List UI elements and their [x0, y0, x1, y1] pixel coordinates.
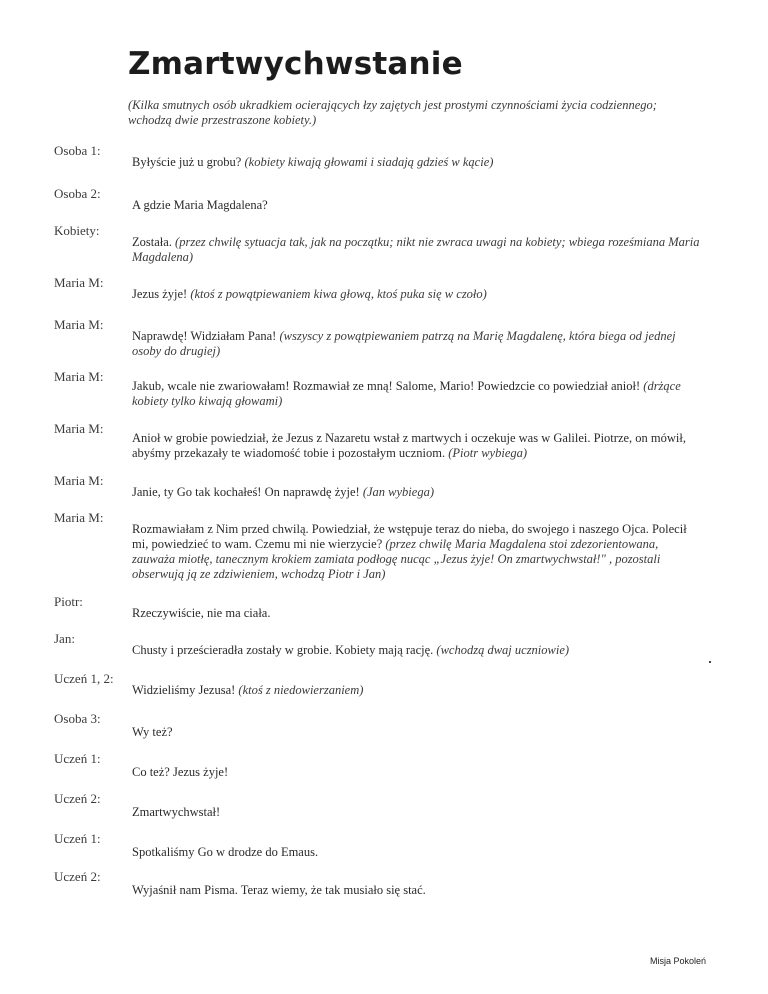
- stage-direction: (Piotr wybiega): [448, 446, 528, 460]
- dialogue-line: [132, 155, 702, 170]
- speaker-label: Uczeń 2:: [54, 869, 101, 884]
- dialogue-line: [132, 643, 702, 658]
- speaker-label: Osoba 3:: [54, 711, 101, 726]
- dialogue-line: [132, 198, 702, 213]
- dialogue-line: [132, 765, 702, 780]
- speaker-label: Maria M:: [54, 369, 104, 384]
- speaker-label: Maria M:: [54, 317, 104, 332]
- stage-direction: (wszyscy z powątpiewaniem patrzą na Marię Magdalenę, która biega od jednej osoby do drugiej): [132, 329, 676, 358]
- dialogue-line: [132, 329, 702, 359]
- spoken-text: Rzeczywiście, nie ma ciała.: [132, 606, 271, 620]
- speaker-label: Piotr:: [54, 594, 83, 609]
- dialogue-line: [132, 845, 702, 860]
- spoken-text: Chusty i prześcieradła zostały w grobie. Kobiety mają rację.: [132, 643, 434, 657]
- dialogue-line: [132, 683, 702, 698]
- spoken-text: Wyjaśnił nam Pisma. Teraz wiemy, że tak musiało się stać.: [132, 883, 426, 897]
- spoken-text: Anioł w grobie powiedział, że Jezus z Nazaretu wstał z martwych i oczekuje was w Galilei. Piotrze, on mówił, abyśmy przekazały te wiadomość tobie i pozostałym uczniom.: [132, 431, 686, 460]
- spoken-text: Została.: [132, 235, 172, 249]
- stage-direction: (ktoś z niedowierzaniem): [238, 683, 364, 697]
- stage-direction: (przez chwilę sytuacja tak, jak na początku; nikt nie zwraca uwagi na kobiety; wbiega roześmiana Maria Magdalena): [132, 235, 700, 264]
- dialogue-line: [132, 287, 702, 302]
- spoken-text: Zmartwychwstał!: [132, 805, 221, 819]
- spoken-text: Widzieliśmy Jezusa!: [132, 683, 236, 697]
- spoken-text: Jezus żyje!: [132, 287, 188, 301]
- footer-label: Misja Pokoleń: [649, 956, 706, 966]
- speaker-label: Kobiety:: [54, 223, 100, 238]
- spoken-text: A gdzie Maria Magdalena?: [132, 198, 268, 212]
- speaker-label: Osoba 1:: [54, 143, 101, 158]
- dialogue-line: [132, 606, 702, 621]
- spoken-text: Wy też?: [132, 725, 173, 739]
- speaker-label: Maria M:: [54, 421, 104, 436]
- stage-direction: (drżące kobiety tylko kiwają głowami): [132, 379, 681, 408]
- spoken-text: Janie, ty Go tak kochałeś! On naprawdę żyje!: [132, 485, 360, 499]
- speaker-label: Osoba 2:: [54, 186, 101, 201]
- speaker-label: Uczeń 1:: [54, 751, 101, 766]
- stage-direction: (przez chwilę Maria Magdalena stoi zdezorientowana, zauważa miotłę, tanecznym krokiem zamiata podłogę nucąc „Jezus żyje! On zmartwychwstał!" , pozostali obserwują ją ze zdziwieniem, wchodzą Piotr i Jan): [132, 537, 661, 581]
- dialogue-line: [132, 725, 702, 740]
- dialogue-line: [132, 485, 702, 500]
- speaker-label: Maria M:: [54, 275, 104, 290]
- stage-direction: (Jan wybiega): [362, 485, 434, 499]
- speaker-label: Maria M:: [54, 473, 104, 488]
- scan-speck: [709, 661, 711, 663]
- dialogue-line: [132, 805, 702, 820]
- spoken-text: Jakub, wcale nie zwariowałam! Rozmawiał ze mną! Salome, Mario! Powiedzcie co powiedział anioł!: [132, 379, 641, 393]
- speaker-label: Uczeń 2:: [54, 791, 101, 806]
- dialogue-line: [132, 522, 702, 582]
- dialogue-line: [132, 379, 702, 409]
- spoken-text: Co też? Jezus żyje!: [132, 765, 229, 779]
- stage-direction: (kobiety kiwają głowami i siadają gdzieś w kącie): [244, 155, 494, 169]
- speaker-label: Jan:: [54, 631, 75, 646]
- dialogue-line: [132, 431, 702, 461]
- speaker-label: Uczeń 1, 2:: [54, 671, 114, 686]
- dialogue-line: [132, 235, 702, 265]
- speaker-label: Uczeń 1:: [54, 831, 101, 846]
- spoken-text: Byłyście już u grobu?: [132, 155, 242, 169]
- stage-direction-intro: (Kilka smutnych osób ukradkiem ocierających łzy zajętych jest prostymi czynnościami życia codziennego; wchodzą dwie przestraszone kobiety.): [128, 98, 657, 127]
- spoken-text: Rozmawiałam z Nim przed chwilą. Powiedział, że wstępuje teraz do nieba, do swojego i naszego Ojca. Polecił mi, powiedzieć to wam. Czemu mi nie wierzycie?: [132, 522, 687, 551]
- stage-direction: (ktoś z powątpiewaniem kiwa głową, ktoś puka się w czoło): [190, 287, 487, 301]
- speaker-label: Maria M:: [54, 510, 104, 525]
- dialogue-line: [132, 883, 702, 898]
- stage-direction: (wchodzą dwaj uczniowie): [436, 643, 570, 657]
- spoken-text: Naprawdę! Widziałam Pana!: [132, 329, 277, 343]
- spoken-text: Spotkaliśmy Go w drodze do Emaus.: [132, 845, 319, 859]
- document-title: Zmartwychwstanie: [128, 46, 463, 82]
